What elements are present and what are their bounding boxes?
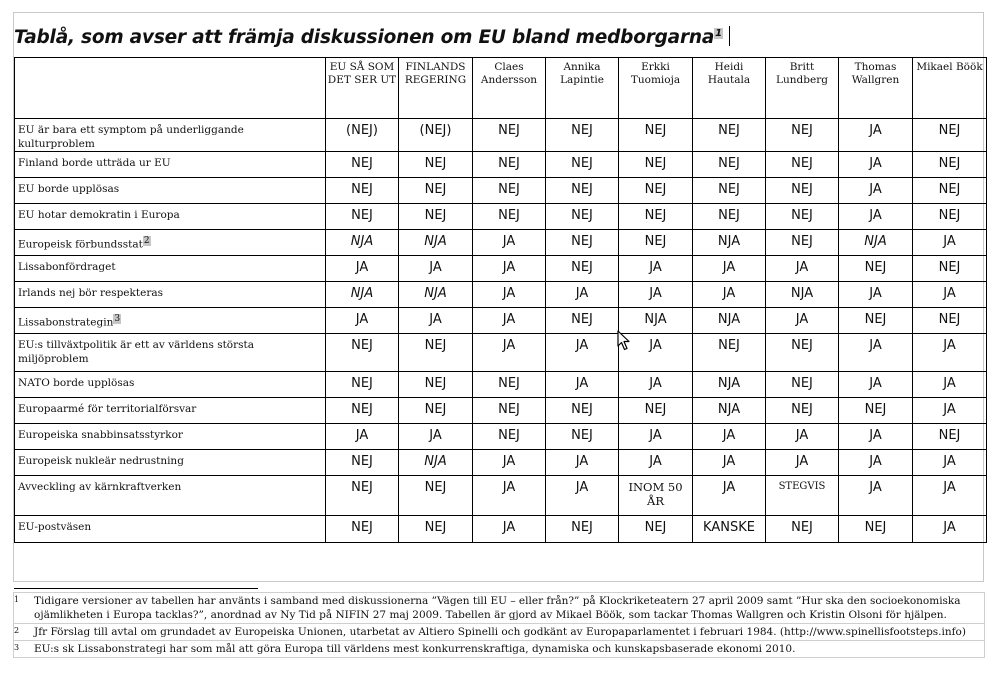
table-cell[interactable]: JA (326, 424, 399, 450)
footnote-number: 2 (14, 626, 20, 635)
table-row (15, 204, 987, 230)
table-cell[interactable]: JA (326, 256, 399, 282)
table-cell[interactable]: JA (839, 372, 913, 398)
table-row (15, 476, 987, 516)
table-row (15, 424, 987, 450)
table-cell[interactable]: NEJ (839, 256, 913, 282)
row-label[interactable] (15, 516, 326, 543)
table-cell[interactable]: JA (619, 372, 693, 398)
row-label-text: Europeisk nukleär nedrustning (18, 455, 184, 467)
table-cell[interactable]: NEJ (326, 450, 399, 476)
table-cell[interactable]: JA (693, 424, 766, 450)
table-cell[interactable]: NEJ (766, 204, 839, 230)
table-cell[interactable]: NEJ (399, 178, 473, 204)
table-cell[interactable]: NEJ (326, 476, 399, 516)
column-header: Claes Andersson (473, 58, 546, 119)
table-cell[interactable]: NEJ (399, 204, 473, 230)
table-cell[interactable]: NEJ (326, 334, 399, 372)
table-cell[interactable]: JA (693, 476, 766, 516)
table-cell[interactable]: NJA (693, 372, 766, 398)
table-body (15, 119, 987, 543)
table-cell[interactable]: NEJ (326, 204, 399, 230)
table-cell[interactable]: NJA (399, 450, 473, 476)
table-cell[interactable]: NEJ (399, 398, 473, 424)
footnote-separator (14, 588, 258, 589)
row-label[interactable] (15, 334, 326, 372)
table-cell[interactable]: INOM 50 ÅR (619, 476, 693, 516)
row-label[interactable] (15, 204, 326, 230)
table-row (15, 372, 987, 398)
table-cell[interactable]: JA (546, 334, 619, 372)
row-label-text: Irlands nej bör respekteras (18, 287, 163, 299)
row-label-text: Lissabonfördraget (18, 261, 116, 273)
column-header: Britt Lundberg (766, 58, 839, 119)
column-header: Annika Lapintie (546, 58, 619, 119)
table-cell[interactable]: NEJ (399, 372, 473, 398)
table-cell[interactable]: JA (766, 450, 839, 476)
table-cell[interactable]: NEJ (766, 372, 839, 398)
row-label-text: Europeisk förbundsstat (18, 238, 143, 251)
table-cell[interactable]: NEJ (546, 256, 619, 282)
table-cell[interactable]: NEJ (839, 308, 913, 334)
table-cell[interactable]: JA (839, 424, 913, 450)
table-header-row (15, 58, 987, 119)
table-cell[interactable]: NEJ (693, 152, 766, 178)
table-cell[interactable]: NEJ (399, 334, 473, 372)
table-cell[interactable]: NEJ (619, 119, 693, 152)
table-cell[interactable]: NEJ (913, 424, 987, 450)
row-label-text: Lissabonstrategin (18, 316, 114, 329)
row-label-text: EU:s tillväxtpolitik är ett av världens största miljöproblem (18, 339, 255, 365)
table-cell[interactable]: JA (619, 282, 693, 308)
table-cell[interactable]: NEJ (546, 230, 619, 256)
table-cell[interactable]: NJA (399, 230, 473, 256)
table-cell[interactable]: NJA (766, 282, 839, 308)
table-cell[interactable]: NEJ (693, 334, 766, 372)
footnote (14, 641, 984, 657)
table-cell[interactable]: STEGVIS (766, 476, 839, 516)
table-cell[interactable]: JA (766, 256, 839, 282)
row-label-text: Avveckling av kärnkraftverken (18, 481, 182, 493)
row-label-text: EU är bara ett symptom på underliggande kulturproblem (18, 124, 244, 150)
table-row (15, 256, 987, 282)
table-cell[interactable]: (NEJ) (399, 119, 473, 152)
table-cell[interactable]: NEJ (326, 398, 399, 424)
table-cell[interactable]: NEJ (399, 516, 473, 543)
row-label[interactable] (15, 282, 326, 308)
table-row (15, 282, 987, 308)
row-label[interactable] (15, 152, 326, 178)
table-row (15, 152, 987, 178)
column-header: Erkki Tuomioja (619, 58, 693, 119)
table-cell[interactable]: JA (839, 119, 913, 152)
column-header: EU SÅ SOM DET SER UT (326, 58, 399, 119)
table-cell[interactable]: JA (473, 516, 546, 543)
table-cell[interactable]: NEJ (326, 516, 399, 543)
table-row (15, 516, 987, 543)
table-cell[interactable]: JA (913, 476, 987, 516)
table-cell[interactable]: JA (913, 450, 987, 476)
table-cell[interactable]: NEJ (546, 204, 619, 230)
table-cell[interactable]: NEJ (766, 334, 839, 372)
table-cell[interactable]: NEJ (913, 204, 987, 230)
table-cell[interactable]: JA (399, 424, 473, 450)
footnote-ref[interactable]: 2 (143, 236, 150, 246)
table-cell[interactable]: NEJ (473, 372, 546, 398)
mouse-pointer-icon (617, 330, 631, 351)
table-cell[interactable]: JA (473, 450, 546, 476)
table-row (15, 398, 987, 424)
table-cell[interactable]: NEJ (473, 152, 546, 178)
table-row (15, 450, 987, 476)
row-label-text: EU hotar demokratin i Europa (18, 209, 180, 221)
table-cell[interactable]: NJA (326, 282, 399, 308)
table-cell[interactable]: JA (473, 334, 546, 372)
table-cell[interactable]: NEJ (546, 178, 619, 204)
table-cell[interactable]: NEJ (766, 516, 839, 543)
table-cell[interactable]: JA (546, 282, 619, 308)
table-cell[interactable]: NJA (326, 230, 399, 256)
row-label[interactable] (15, 372, 326, 398)
table-cell[interactable]: NEJ (766, 119, 839, 152)
table-cell[interactable]: NJA (399, 282, 473, 308)
table-cell[interactable]: NEJ (913, 152, 987, 178)
table-cell[interactable]: JA (619, 256, 693, 282)
row-label[interactable] (15, 119, 326, 152)
table-cell[interactable]: NJA (619, 308, 693, 334)
table-cell[interactable]: NEJ (619, 398, 693, 424)
table-cell[interactable]: NEJ (619, 204, 693, 230)
row-label-text: Europeiska snabbinsatsstyrkor (18, 429, 183, 441)
table-cell[interactable]: JA (619, 450, 693, 476)
table-cell[interactable]: NEJ (693, 204, 766, 230)
table-cell[interactable]: NEJ (399, 476, 473, 516)
row-label[interactable] (15, 230, 326, 256)
table-cell[interactable]: JA (766, 308, 839, 334)
table-cell[interactable]: NEJ (546, 119, 619, 152)
footnote (14, 593, 984, 624)
table-cell[interactable]: NEJ (473, 398, 546, 424)
table-cell[interactable]: NEJ (839, 398, 913, 424)
table-cell[interactable]: JA (619, 334, 693, 372)
table-cell[interactable]: NJA (693, 230, 766, 256)
table-cell[interactable]: JA (913, 516, 987, 543)
footnote-number: 1 (14, 595, 20, 604)
table-cell[interactable]: JA (399, 308, 473, 334)
table-cell[interactable]: JA (326, 308, 399, 334)
table-cell[interactable]: NEJ (326, 178, 399, 204)
table-cell[interactable]: NEJ (326, 372, 399, 398)
table-cell[interactable]: NEJ (913, 308, 987, 334)
footnote (14, 624, 984, 641)
table-cell[interactable]: NEJ (693, 178, 766, 204)
table-cell[interactable]: JA (766, 424, 839, 450)
table-cell[interactable]: JA (913, 398, 987, 424)
table-cell[interactable]: JA (839, 450, 913, 476)
table-cell[interactable]: NEJ (913, 119, 987, 152)
title-footnote-ref[interactable]: 1 (715, 27, 722, 39)
table-row (15, 308, 987, 334)
table-cell[interactable]: JA (839, 152, 913, 178)
comparison-table (14, 57, 987, 543)
table-cell[interactable]: KANSKE (693, 516, 766, 543)
table-cell[interactable]: NEJ (839, 516, 913, 543)
table-cell[interactable]: (NEJ) (326, 119, 399, 152)
table-row (15, 178, 987, 204)
table-cell[interactable]: NEJ (913, 178, 987, 204)
footnote-text: Jfr Förslag till avtal om grundadet av Europeiska Unionen, utarbetat av Altiero Spinelli och godkänt av Europaparlamentet i februari 1984. (http://www.spinellisfootsteps.info) (34, 626, 966, 638)
table-cell[interactable]: NEJ (473, 119, 546, 152)
table-row (15, 230, 987, 256)
row-label[interactable] (15, 178, 326, 204)
table-cell[interactable]: NJA (693, 398, 766, 424)
table-cell[interactable]: NEJ (546, 516, 619, 543)
table-cell[interactable]: JA (693, 256, 766, 282)
table-cell[interactable]: NJA (693, 308, 766, 334)
table-cell[interactable]: JA (473, 476, 546, 516)
table-cell[interactable]: JA (546, 372, 619, 398)
footnote-text: EU:s sk Lissabonstrategi har som mål att göra Europa till världens mest konkurrenskraftiga, dynamiska och kunskapsbaserade ekonomi 2010. (34, 643, 796, 655)
table-cell[interactable]: NEJ (913, 256, 987, 282)
table-cell[interactable]: NEJ (766, 178, 839, 204)
table-cell[interactable]: JA (619, 424, 693, 450)
row-label-text: EU-postväsen (18, 521, 92, 533)
footnote-number: 3 (14, 643, 20, 652)
row-label-text: NATO borde upplösas (18, 377, 135, 389)
table-cell[interactable]: JA (546, 450, 619, 476)
table-cell[interactable]: JA (913, 230, 987, 256)
document-title[interactable] (14, 26, 730, 48)
header-empty-cell (15, 58, 326, 119)
column-header: FINLANDS REGERING (399, 58, 473, 119)
table-cell[interactable]: NEJ (546, 308, 619, 334)
table-row (15, 119, 987, 152)
table-cell[interactable]: NEJ (473, 424, 546, 450)
table-cell[interactable]: JA (399, 256, 473, 282)
table-cell[interactable]: JA (839, 178, 913, 204)
row-label-text: Europaarmé för territorialförsvar (18, 403, 197, 415)
table-cell[interactable]: NEJ (619, 516, 693, 543)
row-label-text: Finland borde utträda ur EU (18, 157, 171, 169)
table-cell[interactable]: JA (913, 372, 987, 398)
table-cell[interactable]: JA (473, 256, 546, 282)
table-cell[interactable]: JA (839, 476, 913, 516)
column-header: Mikael Böök (913, 58, 987, 119)
table-cell[interactable]: NEJ (619, 230, 693, 256)
table-cell[interactable]: NEJ (546, 398, 619, 424)
row-label[interactable] (15, 450, 326, 476)
table-cell[interactable]: JA (913, 282, 987, 308)
table-cell[interactable]: NJA (839, 230, 913, 256)
table-cell[interactable]: NEJ (619, 178, 693, 204)
table-cell[interactable]: JA (473, 282, 546, 308)
table-cell[interactable]: JA (839, 334, 913, 372)
table-cell[interactable]: NEJ (766, 152, 839, 178)
row-label[interactable] (15, 398, 326, 424)
column-header: Heidi Hautala (693, 58, 766, 119)
table-cell[interactable]: NEJ (473, 204, 546, 230)
table-cell[interactable]: NEJ (473, 178, 546, 204)
table-cell[interactable]: NEJ (546, 152, 619, 178)
table-cell[interactable]: JA (693, 282, 766, 308)
table-cell[interactable]: NEJ (546, 424, 619, 450)
column-header: Thomas Wallgren (839, 58, 913, 119)
table-cell[interactable]: JA (693, 450, 766, 476)
table-cell[interactable]: NEJ (766, 230, 839, 256)
table-cell[interactable]: JA (839, 282, 913, 308)
table-cell[interactable]: JA (473, 308, 546, 334)
table-cell[interactable]: NEJ (399, 152, 473, 178)
table-cell[interactable]: NEJ (693, 119, 766, 152)
text-caret (729, 26, 731, 46)
table-cell[interactable]: JA (913, 334, 987, 372)
row-label[interactable] (15, 308, 326, 334)
table-row (15, 334, 987, 372)
footnote-text: Tidigare versioner av tabellen har använts i samband med diskussionerna ”Vägen till EU – eller från?” på Klockriketeatern 27 april 2009 samt ”Hur ska den socioekonomiska ojämlikheten i Europa tacklas?”, anordnad av Ny Tid på NIFIN 27 maj 2009. Tabellen är gjord av Mikael Böök, som tackar Thomas Wallgren och Kristin Olsoni för hjälpen. (34, 595, 961, 621)
table-cell[interactable]: JA (839, 204, 913, 230)
table-cell[interactable]: NEJ (619, 152, 693, 178)
row-label[interactable] (15, 424, 326, 450)
table-cell[interactable]: JA (473, 230, 546, 256)
title-text: Tablå, som avser att främja diskussionen om EU bland medborgarna (14, 27, 715, 48)
table-cell[interactable]: NEJ (766, 398, 839, 424)
table-cell[interactable]: JA (546, 476, 619, 516)
footnotes (13, 592, 985, 658)
table-cell[interactable]: NEJ (326, 152, 399, 178)
footnote-ref[interactable]: 3 (114, 314, 121, 324)
row-label[interactable] (15, 256, 326, 282)
row-label-text: EU borde upplösas (18, 183, 120, 195)
row-label[interactable] (15, 476, 326, 516)
